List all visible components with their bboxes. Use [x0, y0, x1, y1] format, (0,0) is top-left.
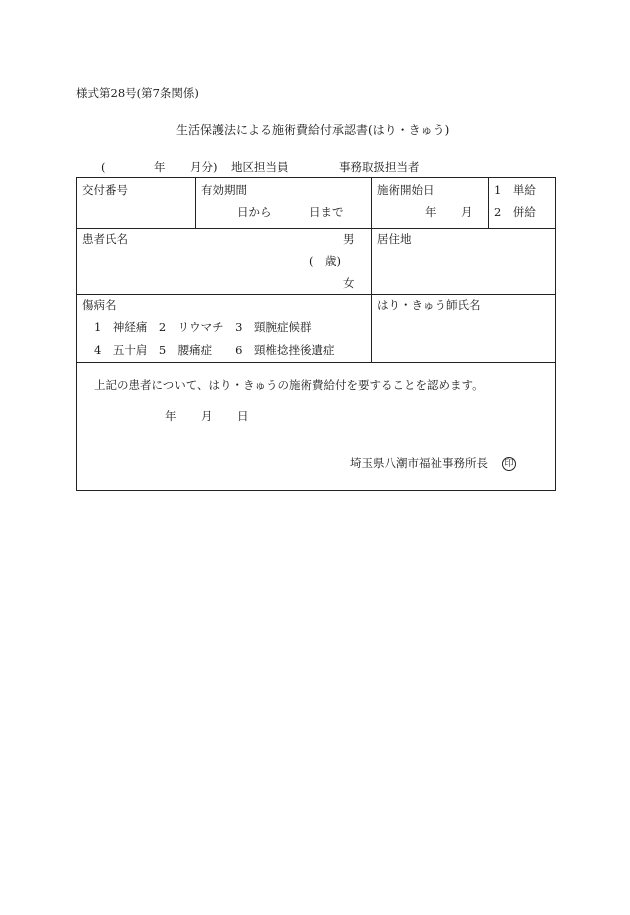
address-label: 居住地 [377, 232, 412, 246]
age-label: ( 歳) [309, 254, 341, 268]
valid-from-label: 日から [237, 205, 272, 219]
document-title: 生活保護法による施術費給付承認書(はり・きゅう) [176, 123, 450, 137]
approval-year-label: 年 [165, 409, 177, 423]
patient-name-label: 患者氏名 [82, 232, 128, 246]
row-divider-3 [76, 362, 556, 363]
col-divider-main [371, 177, 372, 362]
male-label: 男 [343, 232, 355, 246]
valid-to-label: 日まで [309, 205, 344, 219]
approval-month-label: 月 [201, 409, 213, 423]
start-date-label: 施術開始日 [377, 183, 435, 197]
row-divider-2 [76, 294, 556, 295]
approval-statement: 上記の患者について、はり・きゅうの施術費給付を要することを認めます。 [94, 378, 484, 392]
approval-day-label: 日 [237, 409, 249, 423]
clerk-label: 事務取扱担当者 [339, 160, 420, 174]
form-number: 様式第28号(第7条関係) [76, 86, 199, 100]
disease-name-label: 傷病名 [82, 298, 117, 312]
district-staff-label: 地区担当員 [231, 160, 289, 174]
period-month-label: 月分) [190, 160, 218, 174]
issue-number-label: 交付番号 [82, 183, 128, 197]
female-label: 女 [343, 276, 355, 290]
start-year-label: 年 [425, 205, 437, 219]
row-divider-1 [76, 228, 556, 229]
start-month-label: 月 [461, 205, 473, 219]
col-divider-issue [195, 177, 196, 228]
validity-period-label: 有効期間 [201, 183, 247, 197]
practitioner-name-label: はり・きゅう師氏名 [377, 298, 481, 312]
approval-form-table [76, 177, 556, 491]
issuer-name: 埼玉県八潮市福祉事務所長 [350, 456, 488, 470]
period-paren-open: ( [101, 160, 106, 174]
period-year-label: 年 [154, 160, 166, 174]
col-divider-type [488, 177, 489, 228]
single-benefit-option: 1 単給 [494, 183, 536, 197]
disease-options-line-1: 1 神経痛 2 リウマチ 3 頸腕症候群 [94, 320, 312, 334]
combined-benefit-option: 2 併給 [494, 205, 536, 219]
seal-icon: 印 [502, 457, 516, 471]
disease-options-line-2: 4 五十肩 5 腰痛症 6 頸椎捻挫後遺症 [94, 343, 335, 357]
